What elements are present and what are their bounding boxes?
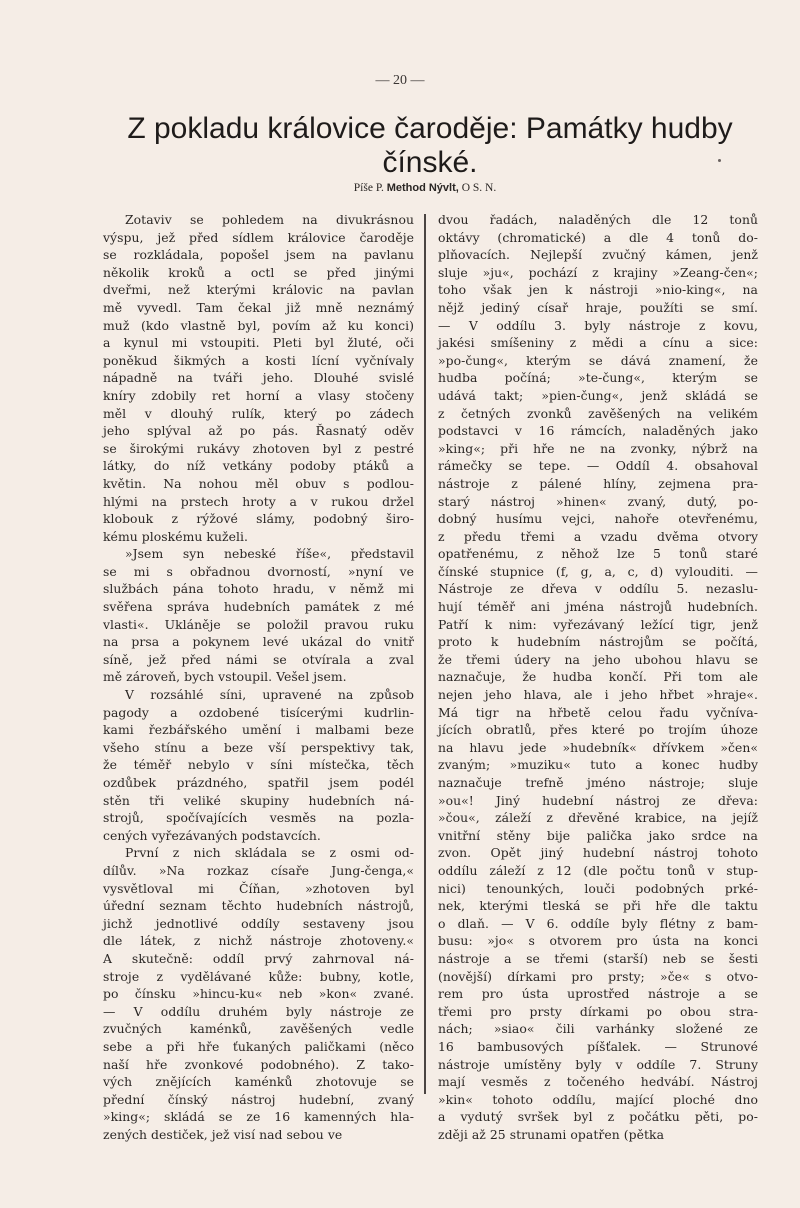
text-line: dvou řadách, naladěných dle 12 tonů [438, 212, 758, 227]
text-line: »Jsem syn nebeské říše«, představil [125, 546, 414, 562]
article-title [100, 112, 760, 180]
text-line: a vydutý svršek byl z počátku pěti, po- [438, 1109, 758, 1125]
text-line: toho však jen k nástroji »nio-king«, na [438, 282, 758, 298]
text-line: »king«; skládá se ze 16 kamenných hla- [103, 1109, 414, 1125]
text-line: nejen jeho hlava, ale i jeho hřbet »hraje«. [438, 687, 758, 703]
text-line: měl v dlouhý rulík, který po zádech [103, 405, 414, 421]
text-line: jakési smíšeniny z mědi a cínu a sice: [438, 335, 758, 351]
text-line: na prsa a pokynem levé ukázal do vnitř [103, 634, 414, 650]
print-speck [718, 159, 721, 162]
text-line: dobný husímu vejci, nahoře otevřenému, [438, 511, 758, 527]
text-line: opatřenému, z něhož lze 5 tonů staré [438, 546, 758, 562]
text-line: hlými na prstech hroty a v rukou držel [103, 493, 414, 509]
text-line: nek, kterými tleská se při hře dle taktu [438, 898, 758, 914]
text-line: dle látek, z nichž nástroje zhotoveny.« [103, 933, 414, 949]
text-line: »king«; při hře ne na zvonky, nýbrž na [438, 440, 758, 456]
text-line: dílův. »Na rozkaz císaře Jung-čenga,« [103, 862, 414, 878]
text-line: mě zároveň, bych vstoupil. Vešel jsem. [103, 669, 347, 685]
text-line: čínské stupnice (f, g, a, c, d) vylouditi. — [438, 563, 758, 579]
text-line: sebe a při hře ťukaných paličkami (něco [103, 1038, 414, 1054]
text-line: kníry zdobily ret horní a vlasy stočeny [103, 387, 414, 403]
text-line: ozdůbek prázdného, spatřil jsem podél [103, 775, 414, 790]
text-line: se širokými rukávy zhotoven byl z pestré [103, 440, 414, 456]
text-line: službách pána tohoto hradu, v němž mi [103, 581, 414, 597]
text-line: A skutečně: oddíl prvý zahrnoval ná- [103, 950, 414, 966]
text-line: o dlaň. — V 6. oddíle byly flétny z bam- [438, 915, 758, 931]
text-line: jeho splýval až po pás. Řasnatý oděv [103, 423, 414, 439]
page-number: — 20 — [375, 73, 425, 88]
text-line: nápadně na tváři jeho. Dlouhé svislé [103, 370, 414, 386]
text-line: 16 bambusových píšťalek. — Strunové [438, 1038, 758, 1054]
text-line: klobouk z rýžové slámy, podobný širo- [103, 511, 414, 527]
text-line: dveřmi, než kterými královic na pavlan [103, 282, 414, 298]
text-line: všeho stínu a beze vší perspektivy tak, [103, 739, 414, 755]
text-line: První z nich skládala se z osmi od- [125, 845, 414, 861]
text-line: se rozkládala, popošel jsem na pavlanu [103, 247, 414, 263]
text-line: z předu třemi a vzadu dvěma otvory [438, 528, 758, 544]
text-line: že téměř nebylo v síni místečka, těch [103, 757, 414, 773]
text-line: jících obratlů, přes které po trojím úhoze [438, 722, 758, 738]
text-line: a kynul mi vstoupiti. Pleti byl žluté, oči [103, 335, 414, 351]
text-line: muž (kdo vlastně byl, povím až ku konci) [103, 317, 414, 333]
text-line: oddílu záleží z 12 (dle počtu tonů v stup- [438, 862, 758, 878]
text-line: mají vesměs z točeného hedvábí. Nástroj [438, 1074, 758, 1090]
text-line: busu: »jo« s otvorem pro ústa na konci [438, 933, 758, 949]
title-line-1: Z pokladu královice čaroděje: Památky hudby [127, 112, 733, 145]
text-line: Má tigr na hřbetě celou řadu vyčníva- [438, 704, 758, 720]
text-line: »po-čung«, kterým se dává znamení, že [438, 352, 758, 368]
text-line: nástroje a se třemi (starší) neb se šesti [438, 950, 758, 966]
text-line: Nástroje ze dřeva v oddílu 5. nezaslu- [438, 581, 758, 597]
byline-author: Method Nývlt, [386, 182, 459, 194]
right-column [438, 211, 758, 1143]
text-line: strojů, spočívajících vesměs na pozla- [103, 810, 414, 826]
text-line: udává takt; »pien-čung«, jenž skládá se [438, 387, 758, 403]
text-line: úřední seznam těchto hudebních nástrojů, [103, 898, 414, 914]
column-divider [424, 214, 426, 1094]
text-line: po čínsku »hincu-ku« neb »kon« zvané. [103, 986, 414, 1002]
text-line: kému ploskému kuželi. [103, 528, 248, 544]
text-line: svěřena správa hudebních památek z mé [103, 599, 414, 615]
text-line: třemi pro prsty dírkami po obou stra- [438, 1003, 758, 1019]
text-line: zených destiček, jež visí nad sebou ve [103, 1126, 343, 1142]
text-line: V rozsáhlé síni, upravené na způsob [125, 687, 414, 703]
text-line: stroje z vydělávané kůže: bubny, kotle, [103, 968, 414, 984]
text-line: nějž jediný císař hraje, použíti se smí. [438, 299, 758, 315]
paragraph [103, 545, 414, 686]
text-line: zději až 25 strunami opatřen (pětka [438, 1126, 665, 1142]
text-line: z četných zvonků zavěšených na velikém [438, 405, 758, 421]
text-line: hují téměř ani jména nástrojů hudebních. [438, 599, 758, 615]
title-line-2: čínské. [382, 146, 478, 179]
text-line: rem pro ústa uprostřed nástroje a se [438, 986, 758, 1002]
text-line: zvaným; »muziku« tuto a konec hudby [438, 757, 758, 773]
text-line: výspu, jež před sídlem královice čaroděje [103, 229, 414, 245]
text-line: mě vyvedl. Tam čekal již mně neznámý [103, 299, 414, 315]
paragraph [438, 211, 758, 1143]
text-line: nách; »siao« čili varhánky složené ze [438, 1021, 758, 1037]
byline-suffix: O S. N. [461, 182, 497, 194]
text-line: nástroje umístěny byly v oddíle 7. Struny [438, 1056, 758, 1072]
text-line: Patří k nim: vyřezávaný ležící tigr, jenž [438, 616, 758, 632]
text-line: poněkud šikmých a kosti lícní vyčnívaly [103, 352, 414, 368]
text-line: naší hře zvonkové podobného). Z tako- [103, 1056, 414, 1072]
byline [0, 182, 800, 194]
text-line: »čou«, záleží z dřevěné krabice, na jejíž [438, 810, 758, 826]
text-line: plňovacích. Nejlepší zvučný kámen, jenž [438, 247, 758, 263]
text-line: kami řezbářského umění i malbami beze [103, 722, 414, 738]
text-line: sluje »ju«, pochází z krajiny »Zeang-čen«; [438, 264, 758, 280]
text-line: podstavci v 16 rámcích, naladěných jako [438, 423, 758, 439]
text-line: stěn tři veliké skupiny hudebních ná- [103, 792, 414, 808]
text-line: »kin« tohoto oddílu, mající ploché dno [438, 1091, 758, 1107]
text-line: zvučných kaménků, zavěšených vedle [103, 1021, 414, 1037]
text-line: se mi s obřadnou dvorností, »nyní ve [103, 563, 414, 579]
text-line: zvon. Opět jiný hudební nástroj tohoto [438, 845, 758, 861]
text-line: květin. Na nohou měl obuv s podlou- [103, 475, 414, 491]
text-line: vých znějících kaménků zhotovuje se [103, 1074, 414, 1090]
paragraph [103, 686, 414, 844]
text-line: látky, do níž vetkány podoby ptáků a [103, 458, 414, 474]
text-line: nici) tenounkých, louči podobných prké- [438, 880, 758, 896]
text-line: vysvětloval mi Číňan, »zhotoven byl [103, 880, 414, 896]
text-line: proto k hudebním nástrojům se počítá, [438, 634, 758, 650]
text-line: naznačuje, že hudba končí. Při tom ale [438, 669, 758, 685]
text-line: několik kroků a octl se před jinými [103, 264, 414, 280]
paragraph [103, 844, 414, 1143]
text-line: (novější) dírkami pro prsty; »če« s otvo- [438, 968, 758, 984]
text-line: Zotaviv se pohledem na divukrásnou [125, 212, 414, 227]
text-line: že třemi údery na jeho ubohou hlavu se [438, 651, 758, 667]
text-line: na hlavu jede »hudebník« dřívkem »čen« [438, 739, 758, 755]
text-line: přední čínský nástroj hudební, zvaný [103, 1091, 414, 1107]
text-line: — V oddílu 3. byly nástroje z kovu, [438, 317, 758, 333]
paragraph [103, 211, 414, 545]
byline-prefix: Píše P. [353, 182, 384, 194]
text-line: cených vyřezávaných podstavcích. [103, 827, 321, 843]
text-line: vnitřní stěny bije palička jako srdce na [438, 827, 758, 843]
text-line: naznačuje trefně jméno nástroje; sluje [438, 775, 758, 790]
text-line: vlasti«. Ukláněje se položil pravou ruku [103, 616, 414, 632]
text-line: oktávy (chromatické) a dle 4 tonů do- [438, 229, 758, 245]
text-line: rámečky se tepe. — Oddíl 4. obsahoval [438, 458, 758, 474]
text-line: pagody a ozdobené tisícerými kudrlin- [103, 704, 414, 720]
text-line: síně, jež před námi se otvírala a zval [103, 651, 414, 667]
text-line: »ou«! Jiný hudební nástroj ze dřeva: [438, 792, 758, 808]
text-line: starý nástroj »hinen« zvaný, dutý, po- [438, 493, 758, 509]
left-column [103, 211, 414, 1143]
text-line: — V oddílu druhém byly nástroje ze [103, 1003, 414, 1019]
text-line: nástroje z pálené hlíny, zejmena pra- [438, 475, 758, 491]
text-line: hudba počíná; »te-čung«, kterým se [438, 370, 758, 386]
text-line: jichž jednotlivé oddíly sestaveny jsou [103, 915, 414, 931]
